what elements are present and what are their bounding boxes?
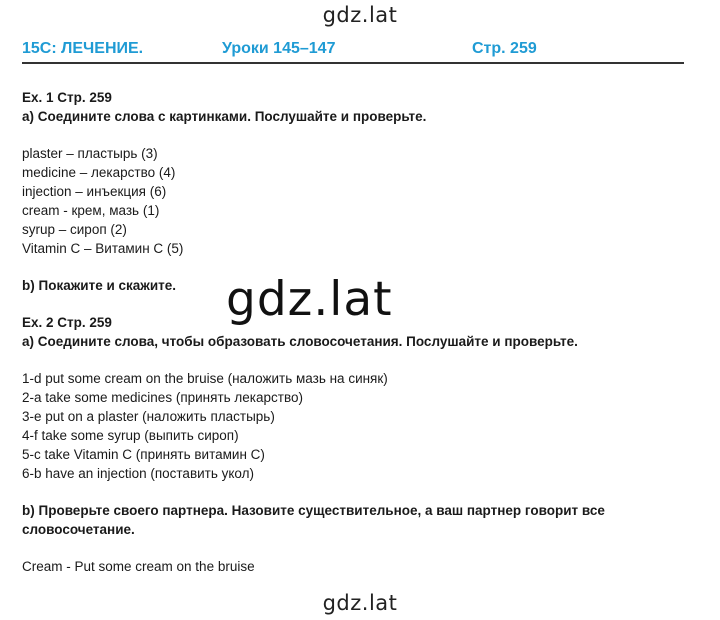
ex2-task-b: b) Проверьте своего партнера. Назовите существительное, а ваш партнер говорит все словосочетание.: [22, 503, 605, 537]
header-lessons: Уроки 145–147: [222, 40, 336, 57]
ex2-title: Ex. 2 Стр. 259: [22, 315, 112, 330]
page-header: [22, 40, 684, 64]
ex2-answer: 6-b have an injection (поставить укол): [22, 466, 255, 481]
ex2-answer: 4-f take some syrup (выпить сироп): [22, 428, 239, 443]
ex1-answer: plaster – пластырь (3): [22, 146, 158, 161]
ex2-answer: 2-a take some medicines (принять лекарство): [22, 390, 303, 405]
ex1-answer: injection – инъекция (6): [22, 184, 167, 199]
ex1-answer: syrup – сироп (2): [22, 222, 127, 237]
ex2-example: Cream - Put some cream on the bruise: [22, 559, 255, 574]
watermark-middle: gdz.lat: [226, 272, 393, 327]
ex1-title: Ex. 1 Стр. 259: [22, 90, 112, 105]
ex1-answer: Vitamin C – Витамин С (5): [22, 241, 184, 256]
header-page: Стр. 259: [472, 40, 537, 57]
exercise-content: [22, 88, 702, 576]
ex2-answer: 5-c take Vitamin C (принять витамин С): [22, 447, 265, 462]
header-unit: 15C: ЛЕЧЕНИЕ.: [22, 40, 144, 57]
watermark-bottom: gdz.lat: [322, 591, 398, 615]
ex2-answer: 3-e put on a plaster (наложить пластырь): [22, 409, 275, 424]
watermark-top: gdz.lat: [322, 3, 398, 27]
ex1-task-b: b) Покажите и скажите.: [22, 278, 177, 293]
ex1-answer: cream - крем, мазь (1): [22, 203, 160, 218]
ex2-task-a: a) Соедините слова, чтобы образовать словосочетания. Послушайте и проверьте.: [22, 334, 578, 349]
ex1-task-a: a) Соедините слова с картинками. Послушайте и проверьте.: [22, 109, 427, 124]
ex2-answer: 1-d put some cream on the bruise (наложить мазь на синяк): [22, 371, 388, 386]
ex1-answer: medicine – лекарство (4): [22, 165, 176, 180]
